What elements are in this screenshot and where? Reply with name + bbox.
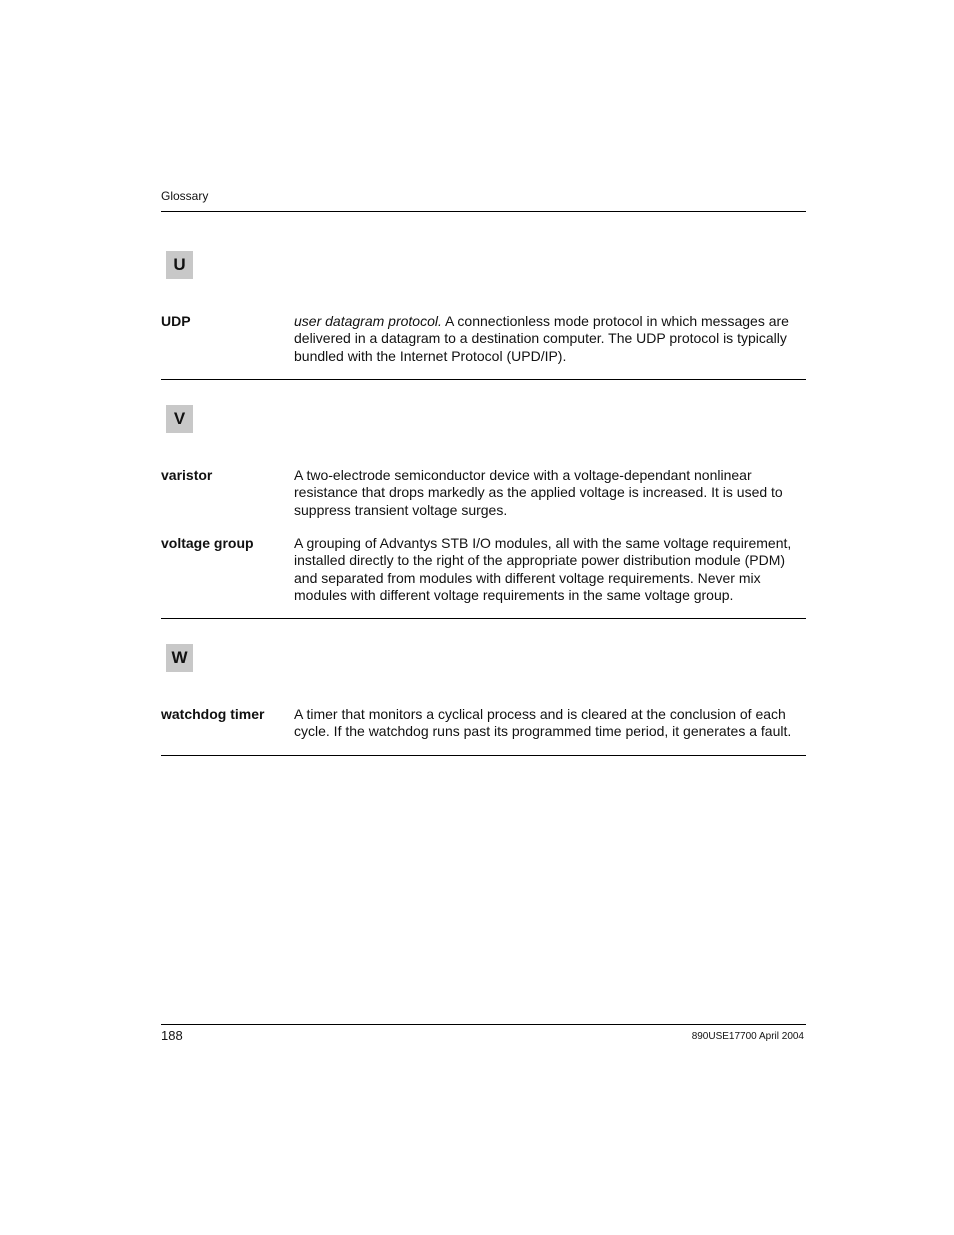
definition-udp-italic: user datagram protocol. [294,313,442,329]
term-varistor: varistor [161,467,213,483]
section-rule-w [161,755,806,756]
term-watchdog-timer: watchdog timer [161,706,265,722]
section-letter-u: U [166,251,193,279]
definition-watchdog-timer: A timer that monitors a cyclical process and is cleared at the conclusion of each cycle. If the watchdog runs past its programmed time period, it generates a fault. [294,706,792,740]
section-letter-v: V [166,405,193,433]
section-rule-u [161,379,806,380]
footer-rule [161,1024,806,1025]
page-number: 188 [161,1028,183,1043]
definition-udp-text: A connectionless mode protocol in which messages are delivered in a datagram to a destination computer. The UDP protocol is typically bundled with the Internet Protocol (UPD/IP). [294,313,789,364]
section-rule-v [161,618,806,619]
term-voltage-group: voltage group [161,535,254,551]
section-letter-w: W [166,644,193,672]
document-id: 890USE17700 April 2004 [691,1031,804,1042]
header-rule [161,211,806,212]
running-head: Glossary [161,189,209,203]
definition-varistor: A two-electrode semiconductor device with a voltage-dependant nonlinear resistance that drops markedly as the applied voltage is increased. It is used to suppress transient voltage surges. [294,467,783,518]
definition-udp [294,313,809,365]
definition-voltage-group: A grouping of Advantys STB I/O modules, all with the same voltage requirement, installed directly to the right of the appropriate power distribution module (PDM) and separated from modules with different voltage requirements. Never mix modules with different voltage requirements in the same voltage group. [294,535,792,603]
term-udp: UDP [161,313,191,329]
